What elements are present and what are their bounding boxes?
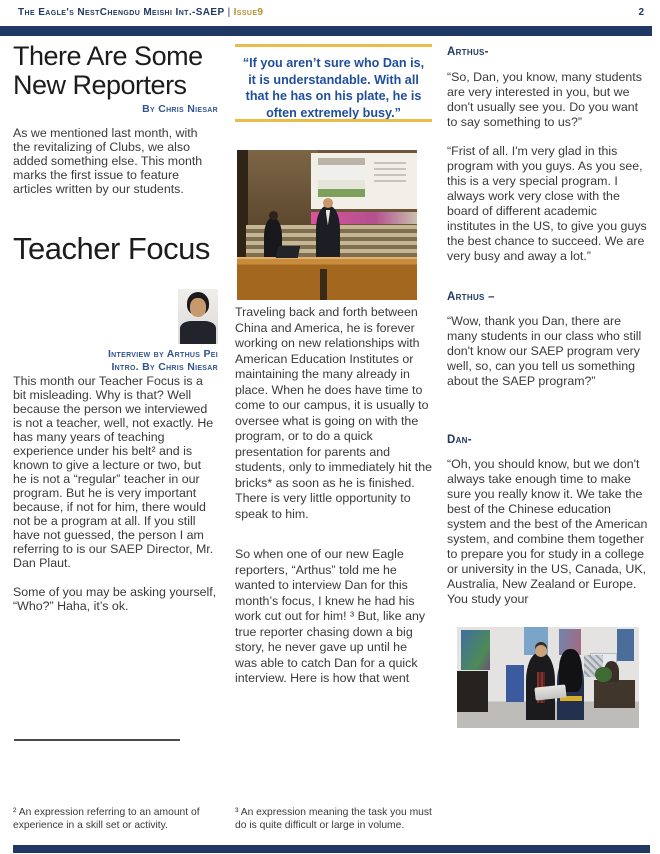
slide-house-image xyxy=(318,158,365,193)
masthead-separator: | xyxy=(227,7,231,18)
classroom-cabinet xyxy=(457,671,488,711)
question-1: “So, Dan, you know, many students are very interested in you, but we don't usually see you. Do you want to say something to us?” xyxy=(447,70,642,129)
newsletter-title: The Eagle's Nest xyxy=(18,7,100,18)
heading-dan: Dan- xyxy=(447,434,472,446)
byline-intro: Intro. By Chris Niesar xyxy=(111,361,218,373)
stage-wall xyxy=(246,150,318,233)
pull-quote: “If you aren’t sure who Dan is, it is understandable. With all that he has on his plate, he is often extremely busy.” xyxy=(242,56,425,120)
footnote-3: ³ An expression meaning the task you must do is quite difficult or large in volume. xyxy=(235,807,432,831)
speaker-dan xyxy=(316,206,339,259)
new-reporters-paragraph: As we mentioned last month, with the revitalizing of Clubs, we also added something else. This month marks the first issue to feature articles written by our students. xyxy=(13,126,203,196)
teacher-focus-paragraph-1: This month our Teacher Focus is a bit misleading. Why is that? Well because the person we interviewed is not a teacher, well, not exactly. He has many years of teaching experience under his belt² and is known to give a lecture or two, but he is not a “regular” teacher in our program. But he is very important because, if not for him, there would not be a program at all. If you still have not guessed, the person I am referring to is our SAEP Director, Mr. Dan Plaut. xyxy=(13,374,214,570)
answer-1: “Frist of all. I'm very glad in this program with you guys. As you see, this is a very special program. I always work very close with the board of different academic institutes in the US, to give you guys the best chance to succeed. We are very busy and away a lot.” xyxy=(447,144,647,263)
answer-2: “Oh, you should know, but we don't always take enough time to make sure you really know it. We take the best of the Chinese education system and the best of the American system, and combine them together to prepare you for study in a college or university in the US, Canada, UK, Australia, New Zealand or Europe. You study your xyxy=(447,457,648,606)
footnote-2: ² An expression referring to an amount of experience in a skill set or activity. xyxy=(13,807,200,831)
classroom-plant xyxy=(595,667,611,681)
middle-paragraph-1: Traveling back and forth between China and America, he is forever working on new relationships with American Education Institutes or maintaining the many already in place. When he does have time to come to our campus, it is usually to oversee what is going on with the program, or to do a quick presentation for parents and students, only to immediately hit the bricks* as soon as he is finished. There is very little opportunity to speak to him. xyxy=(235,305,432,521)
issue-label: Issue9 xyxy=(233,7,264,18)
portrait-face xyxy=(190,298,206,317)
pull-quote-rule-top xyxy=(235,44,432,47)
article-title-new-reporters: There Are Some New Reporters xyxy=(13,41,203,100)
classroom-blue-partition xyxy=(506,665,524,701)
right-column xyxy=(447,0,649,854)
portrait-shirt xyxy=(180,321,215,344)
stage-desk-edge xyxy=(237,257,417,259)
stage-desk xyxy=(237,257,417,301)
page-number: 2 xyxy=(638,7,644,18)
newsletter-org: Chengdu Meishi Int.-SAEP xyxy=(99,7,225,18)
heading-arthus-1: Arthus- xyxy=(447,46,489,58)
left-column xyxy=(13,0,218,854)
classroom-poster-left xyxy=(461,630,490,670)
byline-chris-niesar: By Chris Niesar xyxy=(142,103,218,115)
bottom-rule-bar xyxy=(13,845,650,853)
article-title-teacher-focus: Teacher Focus xyxy=(13,231,210,266)
middle-paragraph-2: So when one of our new Eagle reporters, “Arthus” told me he wanted to interview Dan for this month’s focus, I knew he had his work cut out for him! ³ But, like any true reporter chasing down a big story, he never gave up until he was able to catch Dan for a quick interview. Here is how that went xyxy=(235,547,426,685)
heading-arthus-2: Arthus – xyxy=(447,291,495,303)
pull-quote-rule-bottom xyxy=(235,119,432,122)
classroom-laptop xyxy=(535,684,567,700)
teacher-focus-paragraph-2: Some of you may be asking yourself, “Who?” Haha, it’s ok. xyxy=(13,585,217,613)
middle-column xyxy=(235,0,432,854)
reporter-portrait-photo xyxy=(178,289,218,344)
classroom-desk xyxy=(594,680,636,708)
classroom-poster-right xyxy=(617,629,633,661)
question-2: “Wow, thank you Dan, there are many students in our class who still don't know our SAEP program very well, so, can you tell us something about the SAEP program?” xyxy=(447,314,642,388)
stage-laptop xyxy=(275,246,299,258)
classroom-photo xyxy=(457,627,639,728)
presentation-photo xyxy=(237,150,417,300)
slide-lawn xyxy=(318,189,365,197)
slide-text xyxy=(374,162,406,183)
interview-bylines xyxy=(13,348,218,374)
stage-desk-gap xyxy=(320,269,327,301)
footnote-separator xyxy=(14,739,180,741)
byline-interview: Interview by Arthus Pei xyxy=(107,348,218,360)
